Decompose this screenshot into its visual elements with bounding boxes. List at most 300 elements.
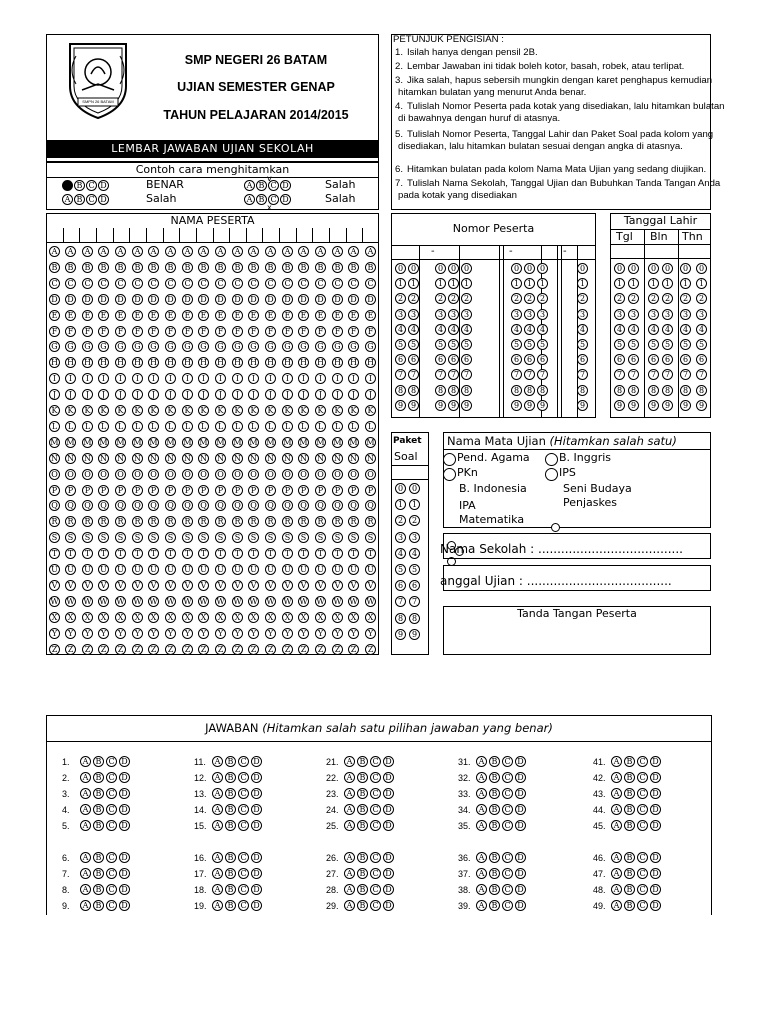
answer-bubble[interactable]: C [502,868,513,879]
nama-bubble[interactable]: C [98,278,109,289]
answer-bubble[interactable]: B [93,772,104,783]
answer-bubble[interactable]: A [611,756,622,767]
subject-option[interactable]: Seni Budaya [563,482,632,495]
nomor-bubble[interactable]: 5 [524,339,535,350]
nama-bubble[interactable]: I [232,373,243,384]
answer-bubble[interactable]: B [225,788,236,799]
nama-bubble[interactable]: Q [65,500,76,511]
answer-bubble[interactable]: B [624,820,635,831]
nama-bubble[interactable]: N [367,453,374,463]
answer-bubble[interactable]: B [357,868,368,879]
answer-bubble[interactable]: C [370,900,381,911]
nomor-bubble[interactable]: 8 [448,385,459,396]
nama-bubble[interactable]: N [234,453,241,463]
nama-bubble[interactable]: D [315,294,326,305]
nama-bubble[interactable]: V [65,580,76,591]
answer-bubble[interactable]: A [212,756,223,767]
answer-bubble[interactable]: D [251,772,262,783]
nama-bubble[interactable]: J [265,389,276,400]
nama-bubble[interactable]: W [66,596,75,606]
nama-bubble[interactable]: S [132,532,143,543]
nama-bubble[interactable]: Z [182,644,193,655]
paket-bubble[interactable]: 3 [409,532,420,543]
nama-bubble[interactable]: R [65,516,76,527]
nama-bubble[interactable]: U [248,564,259,575]
example-benar-bubble[interactable]: B [74,180,85,191]
nomor-bubble[interactable]: 6 [511,354,522,365]
subject-option[interactable]: PKn [457,466,478,479]
paket-bubble[interactable]: 8 [409,613,420,624]
nama-bubble[interactable]: A [215,246,226,257]
nama-bubble[interactable]: Q [365,500,376,511]
answer-bubble[interactable]: B [624,756,635,767]
nama-bubble[interactable]: U [98,564,109,575]
nomor-bubble[interactable]: 0 [524,263,535,274]
nama-bubble[interactable]: T [98,548,109,559]
answer-bubble[interactable]: D [119,900,130,911]
tanggal-bubble[interactable]: 7 [680,369,691,380]
subject-option[interactable]: B. Indonesia [459,482,527,495]
answer-bubble[interactable]: D [383,820,394,831]
answer-bubble[interactable]: B [624,900,635,911]
nama-bubble[interactable]: X [165,612,176,623]
nama-bubble[interactable]: G [232,341,243,352]
nomor-bubble[interactable]: 7 [461,369,472,380]
nomor-bubble[interactable]: 8 [461,385,472,396]
nama-bubble[interactable]: Q [232,500,243,511]
answer-bubble[interactable]: B [489,804,500,815]
example-benar-bubble[interactable] [62,180,73,191]
answer-bubble[interactable]: C [502,900,513,911]
nama-bubble[interactable]: M [183,437,192,447]
tanggal-bubble[interactable]: 1 [696,278,707,289]
answer-bubble[interactable]: B [93,820,104,831]
tanggal-bubble[interactable]: 2 [628,293,639,304]
tanggal-bubble[interactable]: 5 [662,339,673,350]
answer-bubble[interactable]: C [502,852,513,863]
nama-bubble[interactable]: S [65,532,76,543]
nama-bubble[interactable]: L [315,421,326,432]
nama-bubble[interactable]: T [365,548,376,559]
nama-bubble[interactable]: R [215,516,226,527]
answer-bubble[interactable]: D [650,900,661,911]
nama-bubble[interactable]: Q [315,500,326,511]
nama-bubble[interactable]: S [298,532,309,543]
nama-bubble[interactable]: X [115,612,126,623]
nama-bubble[interactable]: E [232,310,243,321]
nama-bubble[interactable]: C [65,278,76,289]
answer-bubble[interactable]: B [624,884,635,895]
nama-bubble[interactable]: N [350,453,357,463]
answer-bubble[interactable]: C [106,804,117,815]
answer-bubble[interactable]: D [650,756,661,767]
answer-bubble[interactable]: C [637,772,648,783]
nama-bubble[interactable]: K [132,405,143,416]
nama-bubble[interactable]: K [49,405,60,416]
nama-bubble[interactable]: K [165,405,176,416]
tanggal-bubble[interactable]: 9 [614,400,625,411]
nama-bubble[interactable]: Q [298,500,309,511]
nomor-bubble[interactable]: 9 [395,400,406,411]
nama-bubble[interactable]: T [182,548,193,559]
nama-bubble[interactable]: Y [82,628,93,639]
nomor-bubble[interactable]: 2 [577,293,588,304]
nama-bubble[interactable]: X [215,612,226,623]
answer-bubble[interactable]: D [251,820,262,831]
nama-bubble[interactable]: S [232,532,243,543]
example-salah-bubble[interactable]: B [74,194,85,205]
tanggal-bubble[interactable]: 0 [662,263,673,274]
nama-bubble[interactable]: M [166,437,175,447]
nama-bubble[interactable]: O [182,469,193,480]
nomor-bubble[interactable]: 0 [577,263,588,274]
nama-bubble[interactable]: H [82,357,93,368]
nama-bubble[interactable]: J [49,389,60,400]
nama-bubble[interactable]: Y [182,628,193,639]
nama-bubble[interactable]: H [98,357,109,368]
nama-bubble[interactable]: J [365,389,376,400]
nama-bubble[interactable]: J [182,389,193,400]
nama-bubble[interactable]: F [115,326,126,337]
answer-bubble[interactable]: D [515,900,526,911]
nama-bubble[interactable]: W [366,596,375,606]
tanggal-bubble[interactable]: 7 [614,369,625,380]
nama-bubble[interactable]: J [248,389,259,400]
answer-bubble[interactable]: B [225,884,236,895]
nama-bubble[interactable]: G [265,341,276,352]
nomor-bubble[interactable]: 2 [524,293,535,304]
nama-bubble[interactable]: K [182,405,193,416]
nama-bubble[interactable]: X [232,612,243,623]
nama-bubble[interactable]: Z [65,644,76,655]
tanggal-bubble[interactable]: 6 [696,354,707,365]
nama-bubble[interactable]: A [332,246,343,257]
nama-bubble[interactable]: T [148,548,159,559]
answer-bubble[interactable]: C [370,884,381,895]
nama-bubble[interactable]: D [365,294,376,305]
nama-bubble[interactable]: S [165,532,176,543]
answer-bubble[interactable]: C [637,900,648,911]
nomor-bubble[interactable]: 1 [577,278,588,289]
tanggal-bubble[interactable]: 8 [696,385,707,396]
nama-bubble[interactable]: V [298,580,309,591]
nama-bubble[interactable]: E [265,310,276,321]
nama-bubble[interactable]: P [98,485,109,496]
nama-bubble[interactable]: Z [215,644,226,655]
nama-bubble[interactable]: M [283,437,292,447]
nomor-bubble[interactable]: 0 [511,263,522,274]
answer-bubble[interactable]: C [106,884,117,895]
nama-bubble[interactable]: X [248,612,259,623]
tanggal-bubble[interactable]: 2 [662,293,673,304]
tanggal-bubble[interactable]: 3 [696,309,707,320]
nomor-bubble[interactable]: 7 [408,369,419,380]
answer-bubble[interactable]: D [650,820,661,831]
nama-bubble[interactable]: G [298,341,309,352]
nama-bubble[interactable]: H [348,357,359,368]
nomor-bubble[interactable]: 7 [577,369,588,380]
nama-bubble[interactable]: K [265,405,276,416]
answer-bubble[interactable]: D [515,804,526,815]
answer-bubble[interactable]: D [119,820,130,831]
nama-bubble[interactable]: S [148,532,159,543]
answer-bubble[interactable]: C [106,772,117,783]
nama-bubble[interactable]: Y [215,628,226,639]
nama-bubble[interactable]: J [65,389,76,400]
nama-bubble[interactable]: V [332,580,343,591]
nama-bubble[interactable]: H [132,357,143,368]
answer-bubble[interactable]: B [93,884,104,895]
nama-bubble[interactable]: I [282,373,293,384]
tanggal-bubble[interactable]: 3 [614,309,625,320]
answer-bubble[interactable]: A [611,804,622,815]
nama-bubble[interactable]: T [132,548,143,559]
nama-bubble[interactable]: R [198,516,209,527]
nama-bubble[interactable]: W [349,596,358,606]
nama-bubble[interactable]: F [132,326,143,337]
nomor-bubble[interactable]: 1 [461,278,472,289]
answer-bubble[interactable]: D [383,804,394,815]
nama-bubble[interactable]: A [282,246,293,257]
tanggal-bubble[interactable]: 3 [662,309,673,320]
nama-bubble[interactable]: N [284,453,291,463]
answer-bubble[interactable]: D [383,884,394,895]
nama-bubble[interactable]: E [365,310,376,321]
nama-bubble[interactable]: P [282,485,293,496]
nama-bubble[interactable]: U [82,564,93,575]
answer-bubble[interactable]: C [106,852,117,863]
nama-bubble[interactable]: I [298,373,309,384]
nama-bubble[interactable]: Z [265,644,276,655]
nama-bubble[interactable]: C [298,278,309,289]
nama-bubble[interactable]: B [49,262,60,273]
nomor-bubble[interactable]: 4 [577,324,588,335]
nama-bubble[interactable]: S [182,532,193,543]
paket-bubble[interactable]: 2 [395,515,406,526]
nama-bubble[interactable]: B [265,262,276,273]
nama-bubble[interactable]: G [148,341,159,352]
nama-bubble[interactable]: O [132,469,143,480]
answer-bubble[interactable]: B [357,852,368,863]
answer-bubble[interactable]: B [357,900,368,911]
example-salah-bubble[interactable]: D [98,194,109,205]
answer-bubble[interactable]: D [383,852,394,863]
tanggal-bubble[interactable]: 8 [614,385,625,396]
answer-bubble[interactable]: C [238,772,249,783]
nomor-bubble[interactable]: 7 [448,369,459,380]
answer-bubble[interactable]: B [93,852,104,863]
subject-bubble[interactable] [545,468,558,481]
nama-bubble[interactable]: N [51,453,58,463]
nama-bubble[interactable]: S [332,532,343,543]
nama-bubble[interactable]: C [232,278,243,289]
answer-bubble[interactable]: B [93,788,104,799]
answer-bubble[interactable]: C [238,820,249,831]
nama-bubble[interactable]: R [365,516,376,527]
nama-bubble[interactable]: F [298,326,309,337]
nama-bubble[interactable]: E [49,310,60,321]
nama-bubble[interactable]: O [98,469,109,480]
example-salah-bubble[interactable]: D [280,180,291,191]
nama-bubble[interactable]: M [233,437,242,447]
nama-bubble[interactable]: A [148,246,159,257]
subject-option[interactable]: Matematika [459,513,525,526]
answer-bubble[interactable]: A [212,868,223,879]
nama-bubble[interactable]: H [265,357,276,368]
nama-bubble[interactable]: D [49,294,60,305]
nama-bubble[interactable]: J [215,389,226,400]
nomor-bubble[interactable]: 6 [435,354,446,365]
nama-bubble[interactable]: M [349,437,358,447]
nama-bubble[interactable]: L [332,421,343,432]
nama-bubble[interactable]: R [148,516,159,527]
nama-bubble[interactable]: I [98,373,109,384]
nama-bubble[interactable]: I [65,373,76,384]
nama-bubble[interactable]: U [198,564,209,575]
nama-bubble[interactable]: W [249,596,258,606]
paket-bubble[interactable]: 8 [395,613,406,624]
answer-bubble[interactable]: A [212,820,223,831]
nomor-bubble[interactable]: 7 [511,369,522,380]
nama-bubble[interactable]: Q [248,500,259,511]
nama-bubble[interactable]: R [265,516,276,527]
nama-bubble[interactable]: P [365,485,376,496]
nama-bubble[interactable]: T [315,548,326,559]
answer-bubble[interactable]: B [225,852,236,863]
answer-bubble[interactable]: B [357,884,368,895]
nama-bubble[interactable]: W [299,596,308,606]
nama-bubble[interactable]: W [216,596,225,606]
nomor-bubble[interactable]: 0 [537,263,548,274]
nama-bubble[interactable]: L [348,421,359,432]
subject-option[interactable]: IPA [459,499,476,512]
nama-bubble[interactable]: B [215,262,226,273]
nama-bubble[interactable]: K [82,405,93,416]
nama-bubble[interactable]: V [148,580,159,591]
tanggal-bubble[interactable]: 7 [696,369,707,380]
nama-bubble[interactable]: F [315,326,326,337]
tanggal-bubble[interactable]: 7 [628,369,639,380]
answer-bubble[interactable]: A [344,868,355,879]
tanggal-bubble[interactable]: 8 [648,385,659,396]
nama-bubble[interactable]: C [348,278,359,289]
nama-bubble[interactable]: P [315,485,326,496]
nomor-bubble[interactable]: 8 [537,385,548,396]
nama-bubble[interactable]: D [298,294,309,305]
answer-bubble[interactable]: A [611,852,622,863]
nama-bubble[interactable]: M [199,437,208,447]
nomor-bubble[interactable]: 7 [395,369,406,380]
nama-bubble[interactable]: V [232,580,243,591]
answer-bubble[interactable]: C [238,756,249,767]
nama-bubble[interactable]: Y [315,628,326,639]
nama-bubble[interactable]: T [115,548,126,559]
answer-bubble[interactable]: A [344,852,355,863]
nama-bubble[interactable]: L [365,421,376,432]
nomor-bubble[interactable]: 1 [408,278,419,289]
nama-bubble[interactable]: K [332,405,343,416]
nama-bubble[interactable]: M [66,437,75,447]
example-benar-bubble[interactable]: D [98,180,109,191]
nama-bubble[interactable]: K [115,405,126,416]
answer-bubble[interactable]: D [650,772,661,783]
nomor-bubble[interactable]: 4 [511,324,522,335]
nomor-bubble[interactable]: 7 [537,369,548,380]
answer-bubble[interactable]: A [80,804,91,815]
tanggal-bubble[interactable]: 3 [648,309,659,320]
nama-bubble[interactable]: V [115,580,126,591]
nama-bubble[interactable]: D [65,294,76,305]
answer-bubble[interactable]: C [370,852,381,863]
nomor-bubble[interactable]: 8 [577,385,588,396]
nama-bubble[interactable]: U [215,564,226,575]
nama-bubble[interactable]: O [165,469,176,480]
nomor-bubble[interactable]: 1 [435,278,446,289]
answer-bubble[interactable]: A [212,788,223,799]
answer-bubble[interactable]: B [489,820,500,831]
nama-bubble[interactable]: L [198,421,209,432]
nama-bubble[interactable]: L [248,421,259,432]
nama-bubble[interactable]: B [82,262,93,273]
tanggal-bubble[interactable]: 8 [662,385,673,396]
nama-bubble[interactable]: C [148,278,159,289]
nama-bubble[interactable]: X [198,612,209,623]
nama-bubble[interactable]: H [65,357,76,368]
nama-bubble[interactable]: J [332,389,343,400]
nomor-bubble[interactable]: 2 [461,293,472,304]
nomor-bubble[interactable]: 5 [395,339,406,350]
nama-bubble[interactable]: R [315,516,326,527]
paket-bubble[interactable]: 0 [409,483,420,494]
nama-bubble[interactable]: O [65,469,76,480]
nama-bubble[interactable]: W [83,596,92,606]
nama-bubble[interactable]: H [298,357,309,368]
answer-bubble[interactable]: A [344,820,355,831]
nama-bubble[interactable]: H [232,357,243,368]
nama-bubble[interactable]: O [198,469,209,480]
answer-bubble[interactable]: A [212,852,223,863]
answer-bubble[interactable]: D [119,884,130,895]
nama-bubble[interactable]: Q [82,500,93,511]
nama-bubble[interactable]: X [98,612,109,623]
nama-bubble[interactable]: P [298,485,309,496]
nama-bubble[interactable]: L [49,421,60,432]
nama-bubble[interactable]: B [65,262,76,273]
answer-bubble[interactable]: C [106,788,117,799]
nama-bubble[interactable]: O [49,469,60,480]
nama-bubble[interactable]: R [182,516,193,527]
answer-bubble[interactable]: A [80,900,91,911]
tanggal-bubble[interactable]: 4 [662,324,673,335]
nama-bubble[interactable]: Z [165,644,176,655]
nama-bubble[interactable]: G [198,341,209,352]
nomor-bubble[interactable]: 7 [435,369,446,380]
nama-bubble[interactable]: N [150,453,157,463]
nama-bubble[interactable]: P [232,485,243,496]
nama-bubble[interactable]: F [348,326,359,337]
nama-bubble[interactable]: D [182,294,193,305]
nama-bubble[interactable]: P [182,485,193,496]
nama-bubble[interactable]: T [49,548,60,559]
tanggal-bubble[interactable]: 6 [628,354,639,365]
nama-bubble[interactable]: G [98,341,109,352]
nama-bubble[interactable]: F [49,326,60,337]
tanggal-bubble[interactable]: 5 [680,339,691,350]
answer-bubble[interactable]: C [106,756,117,767]
nama-bubble[interactable]: R [248,516,259,527]
answer-bubble[interactable]: A [476,756,487,767]
answer-bubble[interactable]: D [515,820,526,831]
